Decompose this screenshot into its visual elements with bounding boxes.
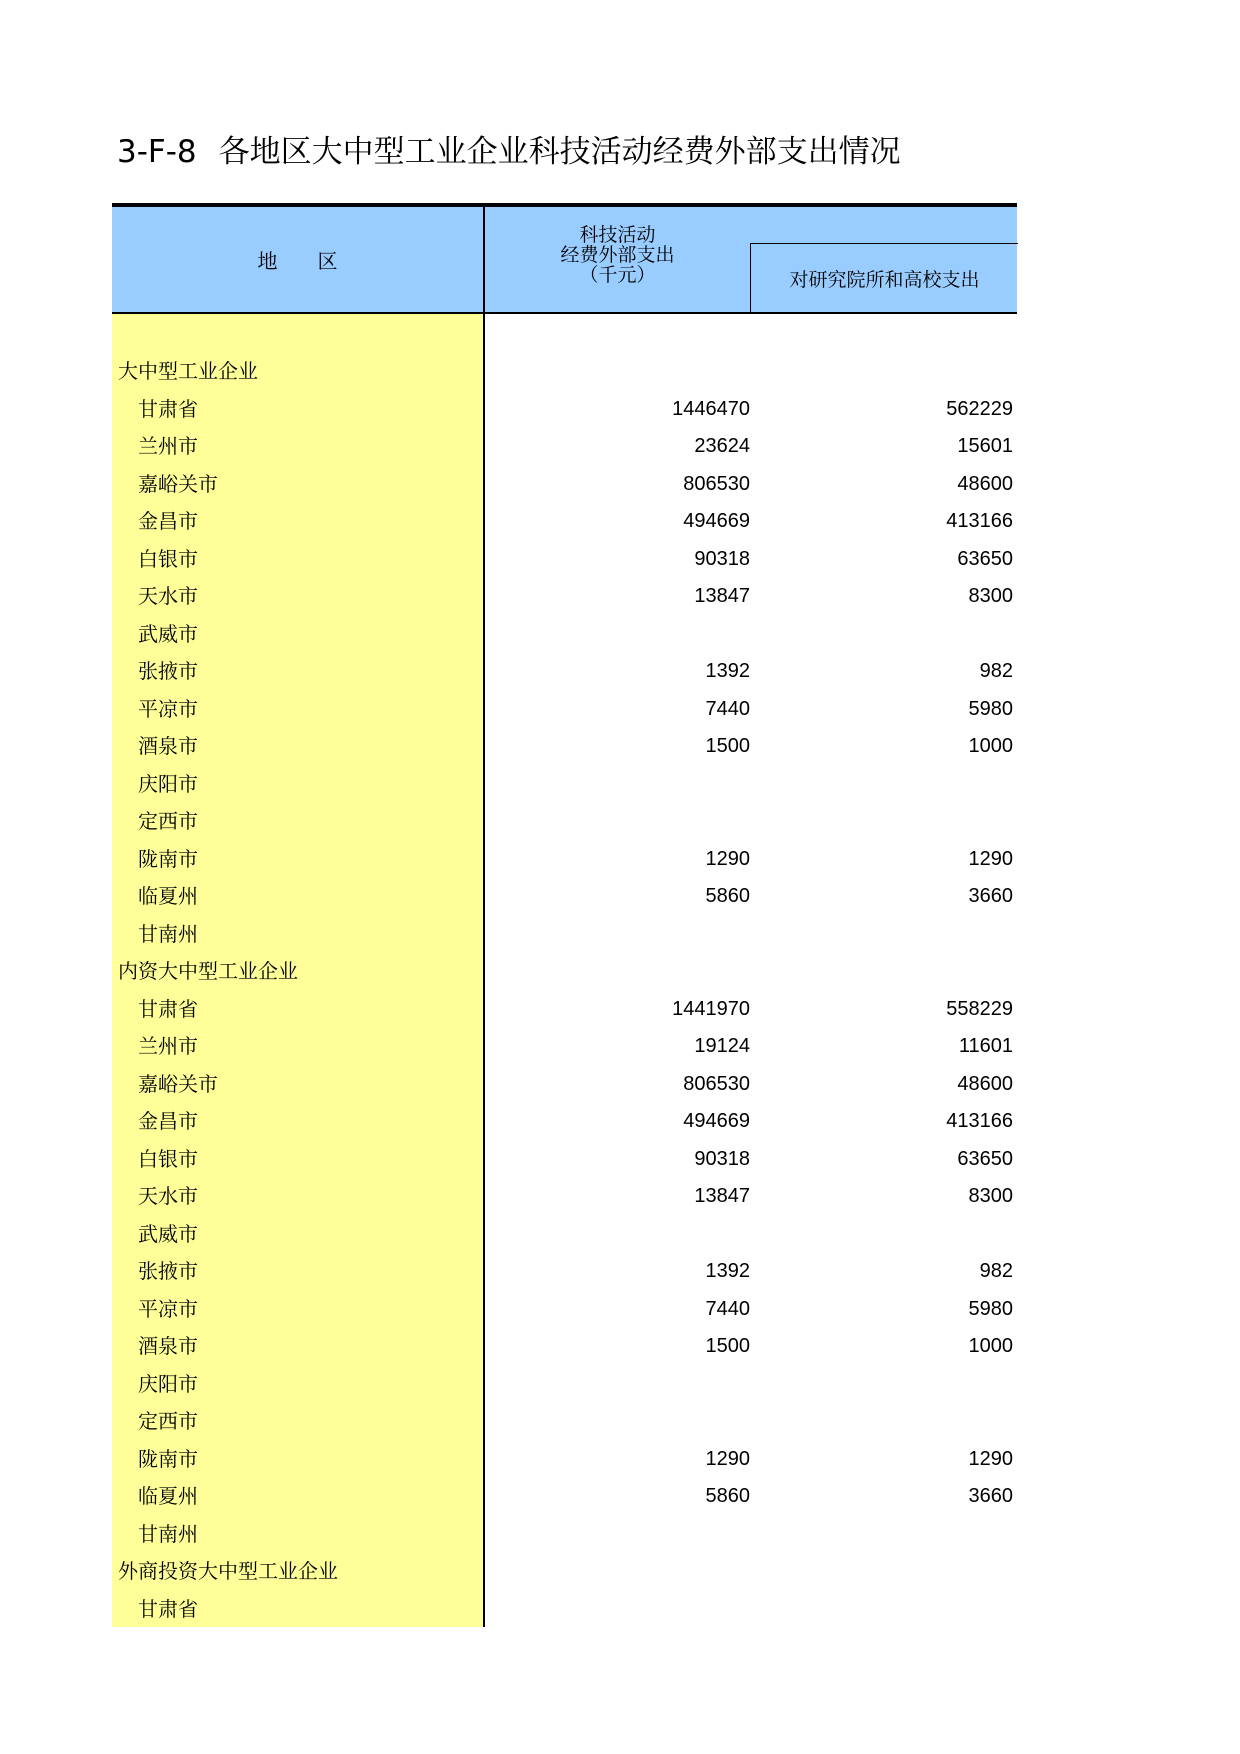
region-name: 嘉峪关市	[138, 471, 218, 496]
table-body	[112, 314, 1017, 1628]
group-name: 内资大中型工业企业	[118, 959, 298, 983]
group-name: 大中型工业企业	[118, 359, 258, 383]
table-row	[112, 1516, 1017, 1554]
external-expenditure-value: 1500	[705, 1335, 750, 1357]
external-expenditure-value: 13847	[694, 1185, 750, 1207]
table-row	[112, 803, 1017, 841]
table-row	[112, 1591, 1017, 1629]
region-name: 酒泉市	[138, 734, 198, 758]
region-name: 定西市	[138, 809, 198, 833]
research-institute-value: 982	[979, 660, 1013, 682]
research-institute-value: 1290	[968, 1447, 1013, 1470]
header-line-1: 科技活动	[579, 224, 656, 246]
table-row	[112, 1328, 1017, 1366]
research-institute-value: 5980	[968, 1297, 1013, 1320]
table-row	[112, 1216, 1017, 1254]
table-row	[112, 503, 1017, 541]
research-institute-value: 1000	[968, 1335, 1013, 1357]
research-institute-value: 982	[979, 1260, 1013, 1282]
external-expenditure-value: 1392	[705, 660, 750, 682]
table-row	[112, 653, 1017, 691]
region-name: 张掖市	[138, 659, 198, 683]
region-name: 平凉市	[138, 696, 198, 721]
region-name: 陇南市	[138, 1446, 198, 1471]
table-row	[112, 1553, 1017, 1591]
table-row	[112, 691, 1017, 729]
page-title	[117, 126, 901, 171]
table-row	[112, 353, 1017, 391]
research-institute-value: 15601	[957, 435, 1013, 457]
table-row	[112, 391, 1017, 429]
table-header	[112, 203, 1017, 314]
region-name: 白银市	[138, 1146, 198, 1171]
header-line-2: 经费外部支出	[560, 244, 675, 266]
region-name: 白银市	[138, 546, 198, 571]
table-row	[112, 1478, 1017, 1516]
table-row	[112, 1178, 1017, 1216]
region-name: 武威市	[138, 621, 198, 646]
external-expenditure-value: 1290	[705, 847, 750, 870]
external-expenditure-value: 806530	[683, 1072, 750, 1095]
header-line-3: （千元）	[579, 264, 656, 286]
table-row	[112, 428, 1017, 466]
region-name: 兰州市	[138, 1034, 198, 1058]
research-institute-value: 3660	[968, 885, 1013, 907]
table-code: 3-F-8	[117, 134, 197, 170]
table-row	[112, 616, 1017, 654]
research-institute-value: 8300	[968, 585, 1013, 607]
region-name: 张掖市	[138, 1259, 198, 1283]
region-name: 天水市	[138, 1184, 198, 1208]
table-title: 各地区大中型工业企业科技活动经费外部支出情况	[218, 134, 901, 170]
region-name: 临夏州	[138, 1484, 198, 1508]
table-row	[112, 578, 1017, 616]
external-expenditure-value: 494669	[683, 510, 750, 532]
external-expenditure-value: 23624	[694, 435, 750, 457]
research-institute-value: 558229	[946, 997, 1013, 1020]
table-row	[112, 1403, 1017, 1441]
table-row	[112, 1253, 1017, 1291]
external-expenditure-value: 494669	[683, 1110, 750, 1132]
external-expenditure-value: 1290	[705, 1447, 750, 1470]
table-row	[112, 953, 1017, 991]
table-row	[112, 728, 1017, 766]
table-row	[112, 1066, 1017, 1104]
region-name: 定西市	[138, 1409, 198, 1433]
external-expenditure-value: 1392	[705, 1260, 750, 1282]
table-row	[112, 991, 1017, 1029]
table-rows	[112, 314, 1017, 1628]
region-header	[112, 207, 485, 312]
region-header-char-b: 区	[317, 249, 338, 273]
research-institute-value: 8300	[968, 1185, 1013, 1207]
external-expenditure-value: 806530	[683, 472, 750, 495]
research-institute-value: 63650	[957, 1147, 1013, 1170]
group-name: 外商投资大中型工业企业	[118, 1559, 338, 1583]
region-name: 嘉峪关市	[138, 1071, 218, 1096]
region-name: 甘南州	[138, 921, 198, 946]
table-row	[112, 1291, 1017, 1329]
research-institute-value: 3660	[968, 1485, 1013, 1507]
table-row	[112, 916, 1017, 954]
table-row	[112, 466, 1017, 504]
region-name: 甘肃省	[138, 396, 198, 421]
external-expenditure-value: 1446470	[672, 397, 750, 420]
table-row	[112, 541, 1017, 579]
table-row	[112, 766, 1017, 804]
external-expenditure-value: 7440	[705, 1297, 750, 1320]
external-expenditure-value: 1500	[705, 735, 750, 757]
research-institute-value: 413166	[946, 510, 1013, 532]
region-name: 兰州市	[138, 434, 198, 458]
external-expenditure-value: 5860	[705, 885, 750, 907]
external-expenditure-value: 7440	[705, 697, 750, 720]
region-name: 甘南州	[138, 1521, 198, 1546]
research-institute-value: 48600	[957, 472, 1013, 495]
external-expenditure-value: 19124	[694, 1035, 750, 1057]
table-row	[112, 878, 1017, 916]
region-header-char-a: 地	[257, 249, 278, 273]
region-name: 武威市	[138, 1221, 198, 1246]
region-name: 甘肃省	[138, 1596, 198, 1621]
table-row	[112, 1366, 1017, 1404]
region-name: 临夏州	[138, 884, 198, 908]
external-expenditure-value: 90318	[694, 1147, 750, 1170]
external-expenditure-value: 5860	[705, 1485, 750, 1507]
research-institute-value: 63650	[957, 547, 1013, 570]
region-name: 庆阳市	[138, 771, 198, 796]
region-name: 酒泉市	[138, 1334, 198, 1358]
research-institute-header: 对研究院所和高校支出	[750, 243, 1018, 313]
external-expenditure-value: 13847	[694, 585, 750, 607]
external-expenditure-value: 1441970	[672, 997, 750, 1020]
research-institute-value: 413166	[946, 1110, 1013, 1132]
research-institute-value: 5980	[968, 697, 1013, 720]
region-name: 天水市	[138, 584, 198, 608]
research-institute-value: 1000	[968, 735, 1013, 757]
region-name: 陇南市	[138, 846, 198, 871]
region-name: 平凉市	[138, 1296, 198, 1321]
region-name: 金昌市	[138, 1109, 198, 1133]
table-row	[112, 1028, 1017, 1066]
region-name: 庆阳市	[138, 1371, 198, 1396]
table-row	[112, 1441, 1017, 1479]
table-row	[112, 841, 1017, 879]
external-expenditure-value: 90318	[694, 547, 750, 570]
research-institute-value: 11601	[958, 1035, 1013, 1057]
table-row	[112, 1103, 1017, 1141]
region-name: 甘肃省	[138, 996, 198, 1021]
table-row	[112, 1141, 1017, 1179]
external-expenditure-header	[485, 225, 750, 285]
research-institute-value: 562229	[946, 397, 1013, 420]
spreadsheet-table	[112, 203, 1017, 1628]
research-institute-value: 48600	[957, 1072, 1013, 1095]
research-institute-value: 1290	[968, 847, 1013, 870]
region-name: 金昌市	[138, 509, 198, 533]
